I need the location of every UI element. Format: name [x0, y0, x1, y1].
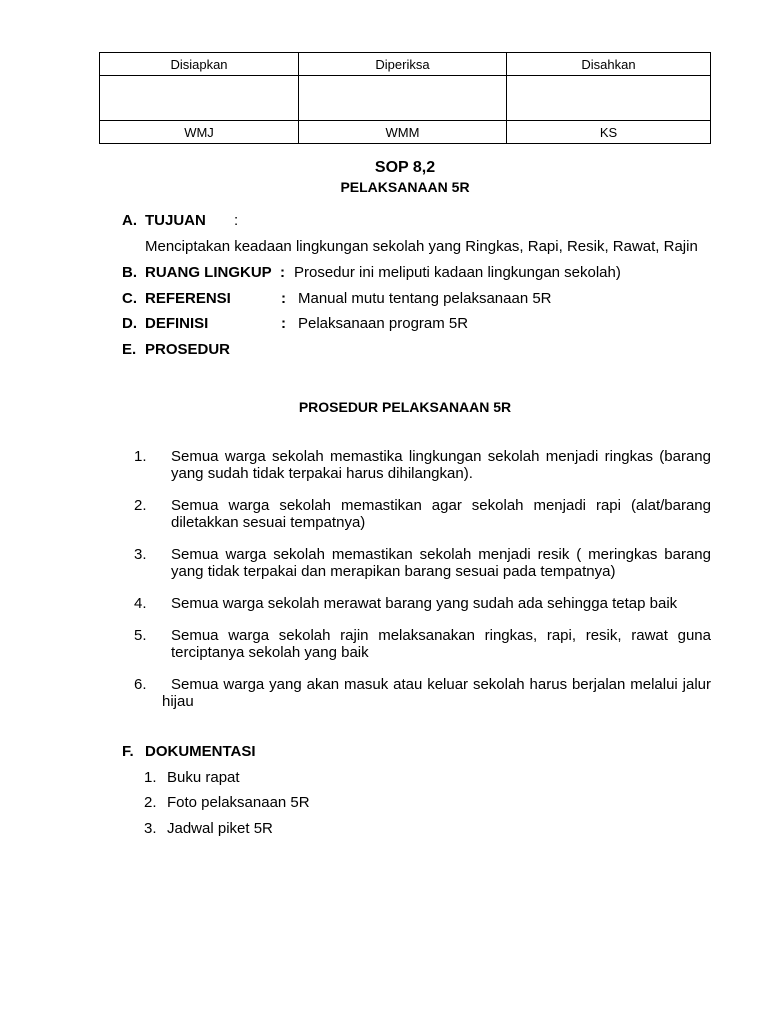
signer-checked: WMM: [299, 121, 507, 144]
signer-approved: KS: [507, 121, 711, 144]
approval-header-row: [100, 53, 711, 76]
documentation-item-number: 3.: [144, 820, 157, 837]
section-f-letter: F.: [122, 743, 134, 760]
section-b-label: RUANG LINGKUP: [145, 264, 272, 281]
document-title: PELAKSANAAN 5R: [340, 179, 470, 195]
section-f-label: DOKUMENTASI: [145, 743, 256, 760]
section-a-colon: :: [234, 212, 239, 229]
approval-header-checked: Diperiksa: [299, 53, 507, 76]
documentation-item-text: Foto pelaksanaan 5R: [167, 794, 310, 811]
documentation-item-text: Buku rapat: [167, 769, 240, 786]
documentation-item-number: 2.: [144, 794, 157, 811]
section-c: [0, 290, 768, 308]
section-c-letter: C.: [122, 290, 137, 307]
section-e-label: PROSEDUR: [145, 341, 231, 358]
procedure-step-text: Semua warga yang akan masuk atau keluar sekolah harus berjalan melalui jalur hijau: [162, 676, 711, 710]
section-a: [0, 212, 768, 230]
approval-signature-row: [100, 76, 711, 121]
procedure-step-text: Semua warga sekolah rajin melaksanakan ringkas, rapi, resik, rawat guna terciptanya sekolah yang baik: [171, 627, 711, 661]
signature-cell-prepared: [100, 76, 299, 121]
section-b-letter: B.: [122, 264, 137, 281]
procedure-step-number: 5.: [134, 627, 147, 644]
procedure-step-number: 1.: [134, 448, 147, 465]
section-b-text: Prosedur ini meliputi kadaan lingkungan sekolah): [294, 264, 621, 281]
section-e: [0, 341, 768, 359]
section-c-colon: :: [281, 290, 286, 307]
section-c-label: REFERENSI: [145, 290, 231, 307]
approval-header-prepared: Disiapkan: [100, 53, 299, 76]
section-d-text: Pelaksanaan program 5R: [298, 315, 469, 332]
section-d-label: DEFINISI: [145, 315, 209, 332]
documentation-item-number: 1.: [144, 769, 157, 786]
section-b-colon: :: [280, 264, 285, 281]
section-a-label: TUJUAN: [145, 212, 206, 229]
procedure-step-text: Semua warga sekolah memastikan agar sekolah menjadi rapi (alat/barang diletakkan sesuai tempatnya): [171, 497, 711, 531]
section-a-text: Menciptakan keadaan lingkungan sekolah yang Ringkas, Rapi, Resik, Rawat, Rajin: [145, 238, 698, 255]
section-f: [0, 743, 768, 761]
documentation-item-text: Jadwal piket 5R: [167, 820, 273, 837]
section-b: [0, 264, 768, 282]
signature-cell-approved: [507, 76, 711, 121]
procedure-step-text: Semua warga sekolah merawat barang yang sudah ada sehingga tetap baik: [171, 595, 678, 612]
procedure-step-text: Semua warga sekolah memastika lingkungan sekolah menjadi ringkas (barang yang sudah tidak terpakai harus dihilangkan).: [171, 448, 711, 482]
approval-table: [99, 52, 711, 144]
section-c-text: Manual mutu tentang pelaksanaan 5R: [298, 290, 552, 307]
section-d: [0, 315, 768, 333]
procedure-step-text: Semua warga sekolah memastikan sekolah menjadi resik ( meringkas barang yang tidak terpakai dan merapikan barang sesuai pada tempatnya): [171, 546, 711, 580]
section-d-letter: D.: [122, 315, 137, 332]
section-e-letter: E.: [122, 341, 137, 358]
document-code: SOP 8,2: [374, 159, 436, 176]
section-d-colon: :: [281, 315, 286, 332]
approval-signer-row: [100, 121, 711, 144]
procedure-step-number: 2.: [134, 497, 147, 514]
procedure-step-number: 4.: [134, 595, 147, 612]
signer-prepared: WMJ: [100, 121, 299, 144]
signature-cell-checked: [299, 76, 507, 121]
procedure-step-number: 6.: [134, 676, 147, 693]
procedure-step-number: 3.: [134, 546, 147, 563]
procedure-heading: PROSEDUR PELAKSANAAN 5R: [298, 399, 512, 415]
approval-header-approved: Disahkan: [507, 53, 711, 76]
section-a-letter: A.: [122, 212, 137, 229]
